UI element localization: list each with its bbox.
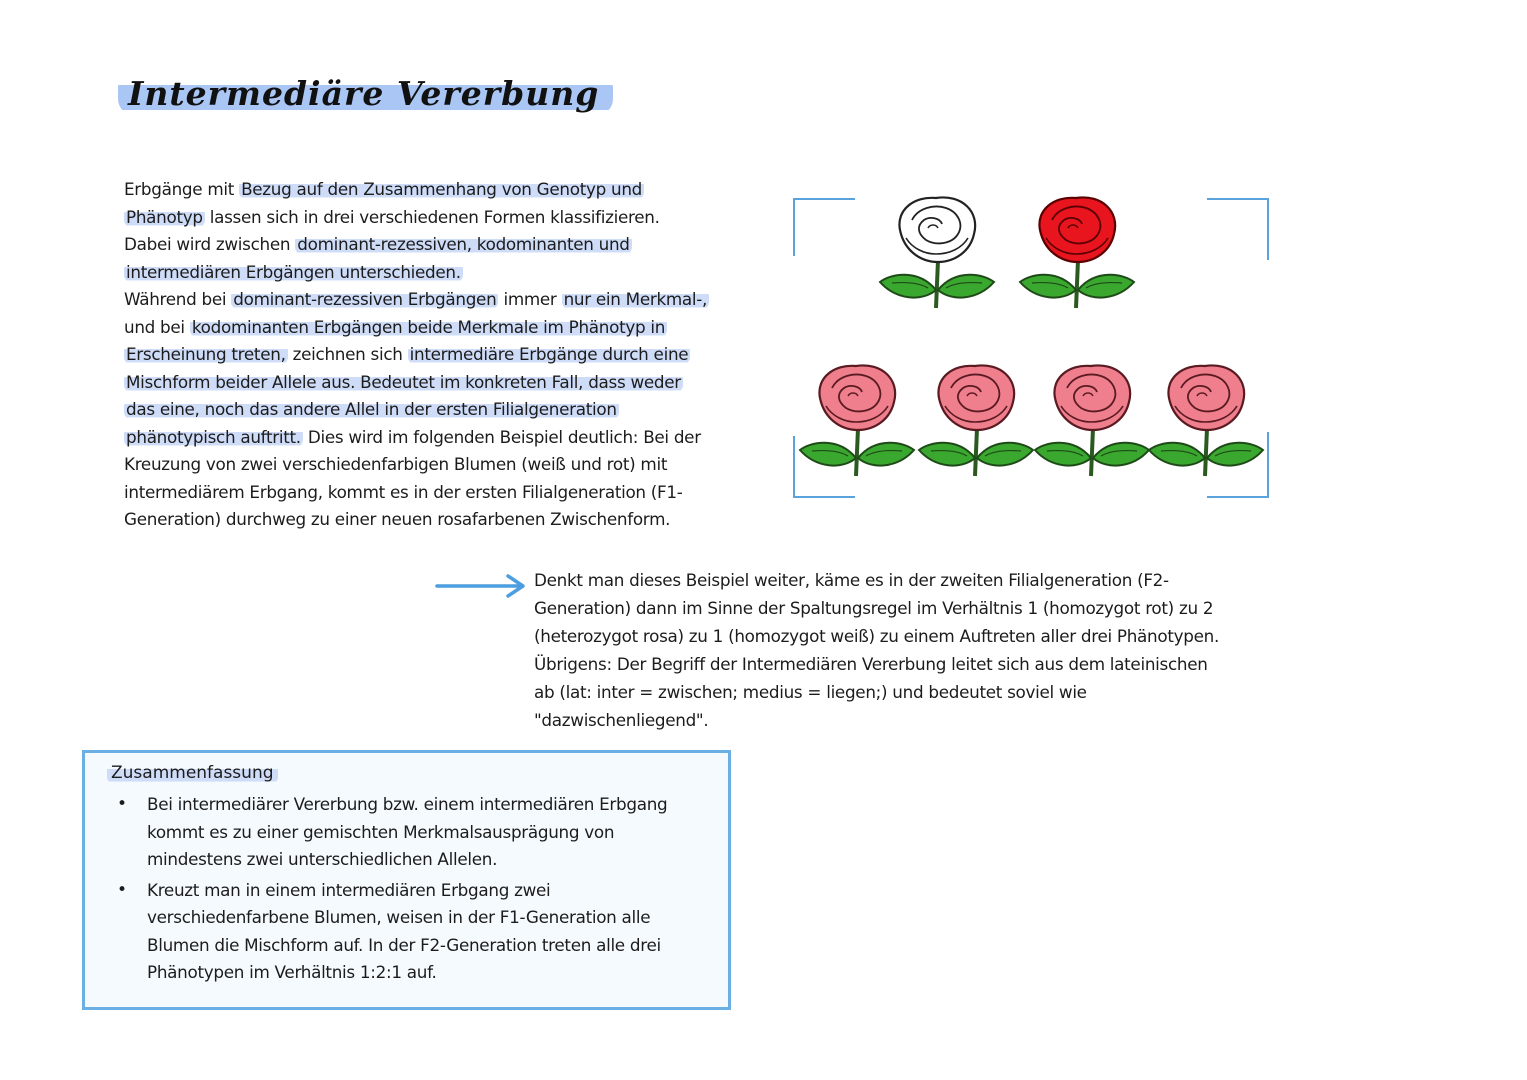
highlighted-text: Erscheinung treten, [126,344,286,364]
highlighted-text: phänotypisch auftritt. [126,426,301,447]
text-segment: zeichnen sich [287,344,408,364]
highlighted-text: das eine, noch das andere Allel in der ersten Filialgeneration [126,399,617,419]
page-title: Intermediäre Vererbung [118,72,613,115]
f2-line: ab (lat: inter = zwischen; medius = liegen;) und bedeutet soviel wie [534,682,1087,702]
highlighted-text: dominant-rezessiven, kodominanten und [297,234,630,254]
text-segment: intermediärem Erbgang, kommt es in der ersten Filialgeneration (F1- [124,481,683,502]
rose-pink-3-icon [1033,358,1153,488]
summary-line: Kreuzt man in einem intermediären Erbgang zwei [147,879,551,900]
rose-pink-2-icon [917,358,1037,488]
highlighted-text: Bezug auf den Zusammenhang von Genotyp und [241,179,643,199]
highlighted-text: Mischform beider Allele aus. Bedeutet im konkreten Fall, dass weder [126,371,681,392]
summary-box [82,750,731,1010]
text-segment: lassen sich in drei verschiedenen Formen klassifizieren. [204,206,660,227]
summary-line: verschiedenfarbene Blumen, weisen in der F1-Generation alle [147,907,651,927]
intro-line [124,479,774,507]
highlighted-text: intermediären Erbgängen unterschieden. [126,261,461,282]
f2-line: Übrigens: Der Begriff der Intermediären Vererbung leitet sich aus dem lateinischen [534,654,1208,674]
summary-line: Bei intermediärer Vererbung bzw. einem intermediären Erbgang [147,794,668,814]
bullet-icon: • [117,794,128,814]
highlighted-text: dominant-rezessiven Erbgängen [233,289,497,309]
highlighted-text: nur ein Merkmal-, [563,289,708,309]
text-segment: und bei [124,316,190,337]
f2-line: Generation) dann im Sinne der Spaltungsregel im Verhältnis 1 (homozygot rot) zu 2 [534,598,1214,618]
intro-line [124,341,774,369]
summary-line: mindestens zwei unterschiedlichen Allelen. [147,849,498,869]
text-segment: Dies wird im folgenden Beispiel deutlich: Bei der [302,426,701,447]
rose-illustration [793,198,1269,498]
intro-paragraph [124,176,774,534]
intro-line [124,176,774,204]
summary-title: Zusammenfassung [107,763,278,783]
text-segment: Kreuzung von zwei verschiedenfarbigen Blumen (weiß und rot) mit [124,454,668,474]
text-segment: immer [498,289,562,309]
highlighted-text: Phänotyp [126,206,203,227]
f2-line: "dazwischenliegend". [534,710,709,730]
intro-line [124,286,774,314]
summary-line: kommt es zu einer gemischten Merkmalsausprägung von [147,821,615,842]
rose-pink-4-icon [1147,358,1267,488]
summary-item [111,877,711,987]
highlighted-text: intermediäre Erbgänge durch eine [409,344,689,364]
frame-corner-top-left [793,198,855,256]
rose-red-icon [1018,190,1138,320]
summary-line: Phänotypen im Verhältnis 1:2:1 auf. [147,962,437,982]
f2-paragraph [534,566,1304,734]
highlighted-text: kodominanten Erbgängen beide Merkmale im Phänotyp in [191,316,666,337]
f2-line: (heterozygot rosa) zu 1 (homozygot weiß) zu einem Auftreten aller drei Phänotypen. [534,626,1219,646]
arrow-right-icon [434,571,529,601]
rose-pink-1-icon [798,358,918,488]
frame-corner-top-right [1207,198,1269,260]
intro-line [124,259,774,287]
intro-line [124,506,774,534]
intro-line [124,451,774,479]
text-segment: Generation) durchweg zu einer neuen rosafarbenen Zwischenform. [124,509,671,529]
intro-line [124,314,774,342]
bullet-icon: • [117,879,128,900]
summary-list [111,791,711,990]
summary-item [111,791,711,874]
intro-line [124,204,774,232]
intro-line [124,369,774,397]
text-segment: Erbgänge mit [124,179,240,199]
intro-line [124,231,774,259]
intro-line [124,396,774,424]
rose-white-icon [878,190,998,320]
text-segment: Während bei [124,289,232,309]
f2-line: Denkt man dieses Beispiel weiter, käme es in der zweiten Filialgeneration (F2- [534,570,1169,590]
summary-line: Blumen die Mischform auf. In der F2-Generation treten alle drei [147,934,661,955]
intro-line [124,424,774,452]
text-segment: Dabei wird zwischen [124,234,296,254]
